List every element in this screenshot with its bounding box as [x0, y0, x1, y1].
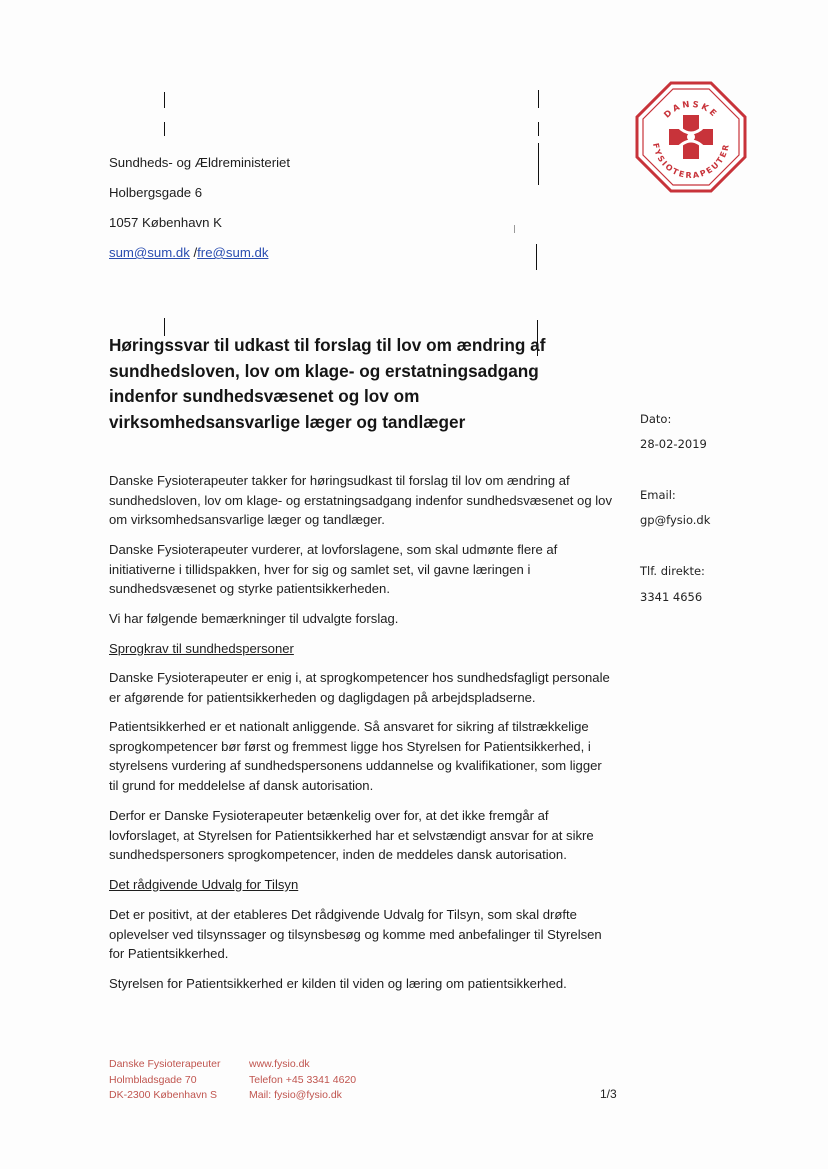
scan-mark [538, 90, 539, 108]
body-paragraph: Derfor er Danske Fysioterapeuter betænkelig over for, at det ikke fremgår af lovforslaget, at Styrelsen for Patientsikkerhed har et selvstændigt ansvar for at sikre sundhedspersoners sprogkompetencer, inden de meddeles dansk autorisation. [109, 808, 594, 863]
page-number: 1/3 [600, 1087, 617, 1101]
body-paragraph: Vi har følgende bemærkninger til udvalgte forslag. [109, 611, 399, 626]
phone-value: 3341 4656 [640, 590, 703, 604]
body-paragraph: Patientsikkerhed er et nationalt anliggende. Så ansvaret for sikring af tilstrækkelige sprogkompetencer bør først og fremmest ligge hos Styrelsen for Patientsikkerhed, i styrelsens vurdering af sundhedspersonens uddannelse og kvalifikationer, som ligger til grund for meddelelse af dansk autorisation. [109, 719, 602, 794]
recipient-emails [109, 245, 268, 261]
recipient-street: Holbergsgade 6 [109, 185, 203, 200]
email-label: Email: [640, 488, 676, 502]
footer-address [109, 1057, 220, 1104]
scan-mark [536, 244, 537, 270]
scan-mark [164, 122, 165, 136]
recipient-email-link-1[interactable]: sum@sum.dk [109, 245, 190, 260]
footer-web[interactable]: www.fysio.dk [249, 1058, 310, 1070]
footer-street: Holmbladsgade 70 [109, 1073, 197, 1086]
body-paragraph: Styrelsen for Patientsikkerhed er kilden til viden og læring om patientsikkerhed. [109, 976, 567, 991]
email-separator: / [189, 245, 198, 260]
body-paragraph: Danske Fysioterapeuter er enig i, at sprogkompetencer hos sundhedsfagligt personale er afgørende for patientsikkerheden og dagligdagen på arbejdspladserne. [109, 670, 610, 705]
scan-mark [538, 122, 539, 136]
recipient-city: 1057 København K [109, 215, 222, 230]
footer-mail[interactable]: Mail: fysio@fysio.dk [249, 1089, 342, 1101]
footer-org: Danske Fysioterapeuter [109, 1058, 221, 1070]
scan-mark [164, 92, 165, 108]
scan-mark [538, 143, 539, 185]
body-paragraph: Det er positivt, at der etableres Det rådgivende Udvalg for Tilsyn, som skal drøfte oplevelser ved tilsynssager og tilsynsbesøg og komme med anbefalinger til Styrelsen for Patientsikkerhed. [109, 907, 602, 962]
danske-fysioterapeuter-logo [634, 80, 748, 194]
date-label: Dato: [640, 412, 672, 426]
logo-top-text: DANSKE [662, 99, 720, 121]
recipient-email-link-2[interactable]: fre@sum.dk [197, 245, 269, 260]
footer-contact [249, 1057, 356, 1104]
body-paragraph: Danske Fysioterapeuter takker for høringsudkast til forslag til lov om ændring af sundhedsloven, lov om klage- og erstatningsadgang indenfor sundhedsvæsenet og lov om virksomhedsansvarlige læger og tandlæger. [109, 473, 612, 528]
email-value: gp@fysio.dk [640, 513, 711, 527]
recipient-name: Sundheds- og Ældreministeriet [109, 155, 291, 170]
document-title: Høringssvar til udkast til forslag til lov om ændring af sundhedsloven, lov om klage- og erstatningsadgang indenfor sundhedsvæsenet og lov om virksomhedsansvarlige læger og tandlæger [109, 335, 546, 432]
footer-phone: Telefon +45 3341 4620 [249, 1073, 357, 1086]
section-heading-committee: Det rådgivende Udvalg for Tilsyn [109, 877, 299, 892]
scan-mark [514, 225, 515, 233]
date-value: 28-02-2019 [640, 437, 707, 451]
body-paragraph: Danske Fysioterapeuter vurderer, at lovforslagene, som skal udmønte flere af initiativerne i tillidspakken, hver for sig og samlet set, vil gavne læringen i sundhedsvæsenet og styrke patientsikkerheden. [109, 542, 558, 597]
section-heading-language: Sprogkrav til sundhedspersoner [109, 641, 294, 656]
footer-city: DK-2300 København S [109, 1089, 217, 1101]
logo-ring-text: FYSIOTERAPEUTER [651, 142, 731, 181]
phone-label: Tlf. direkte: [640, 564, 705, 578]
